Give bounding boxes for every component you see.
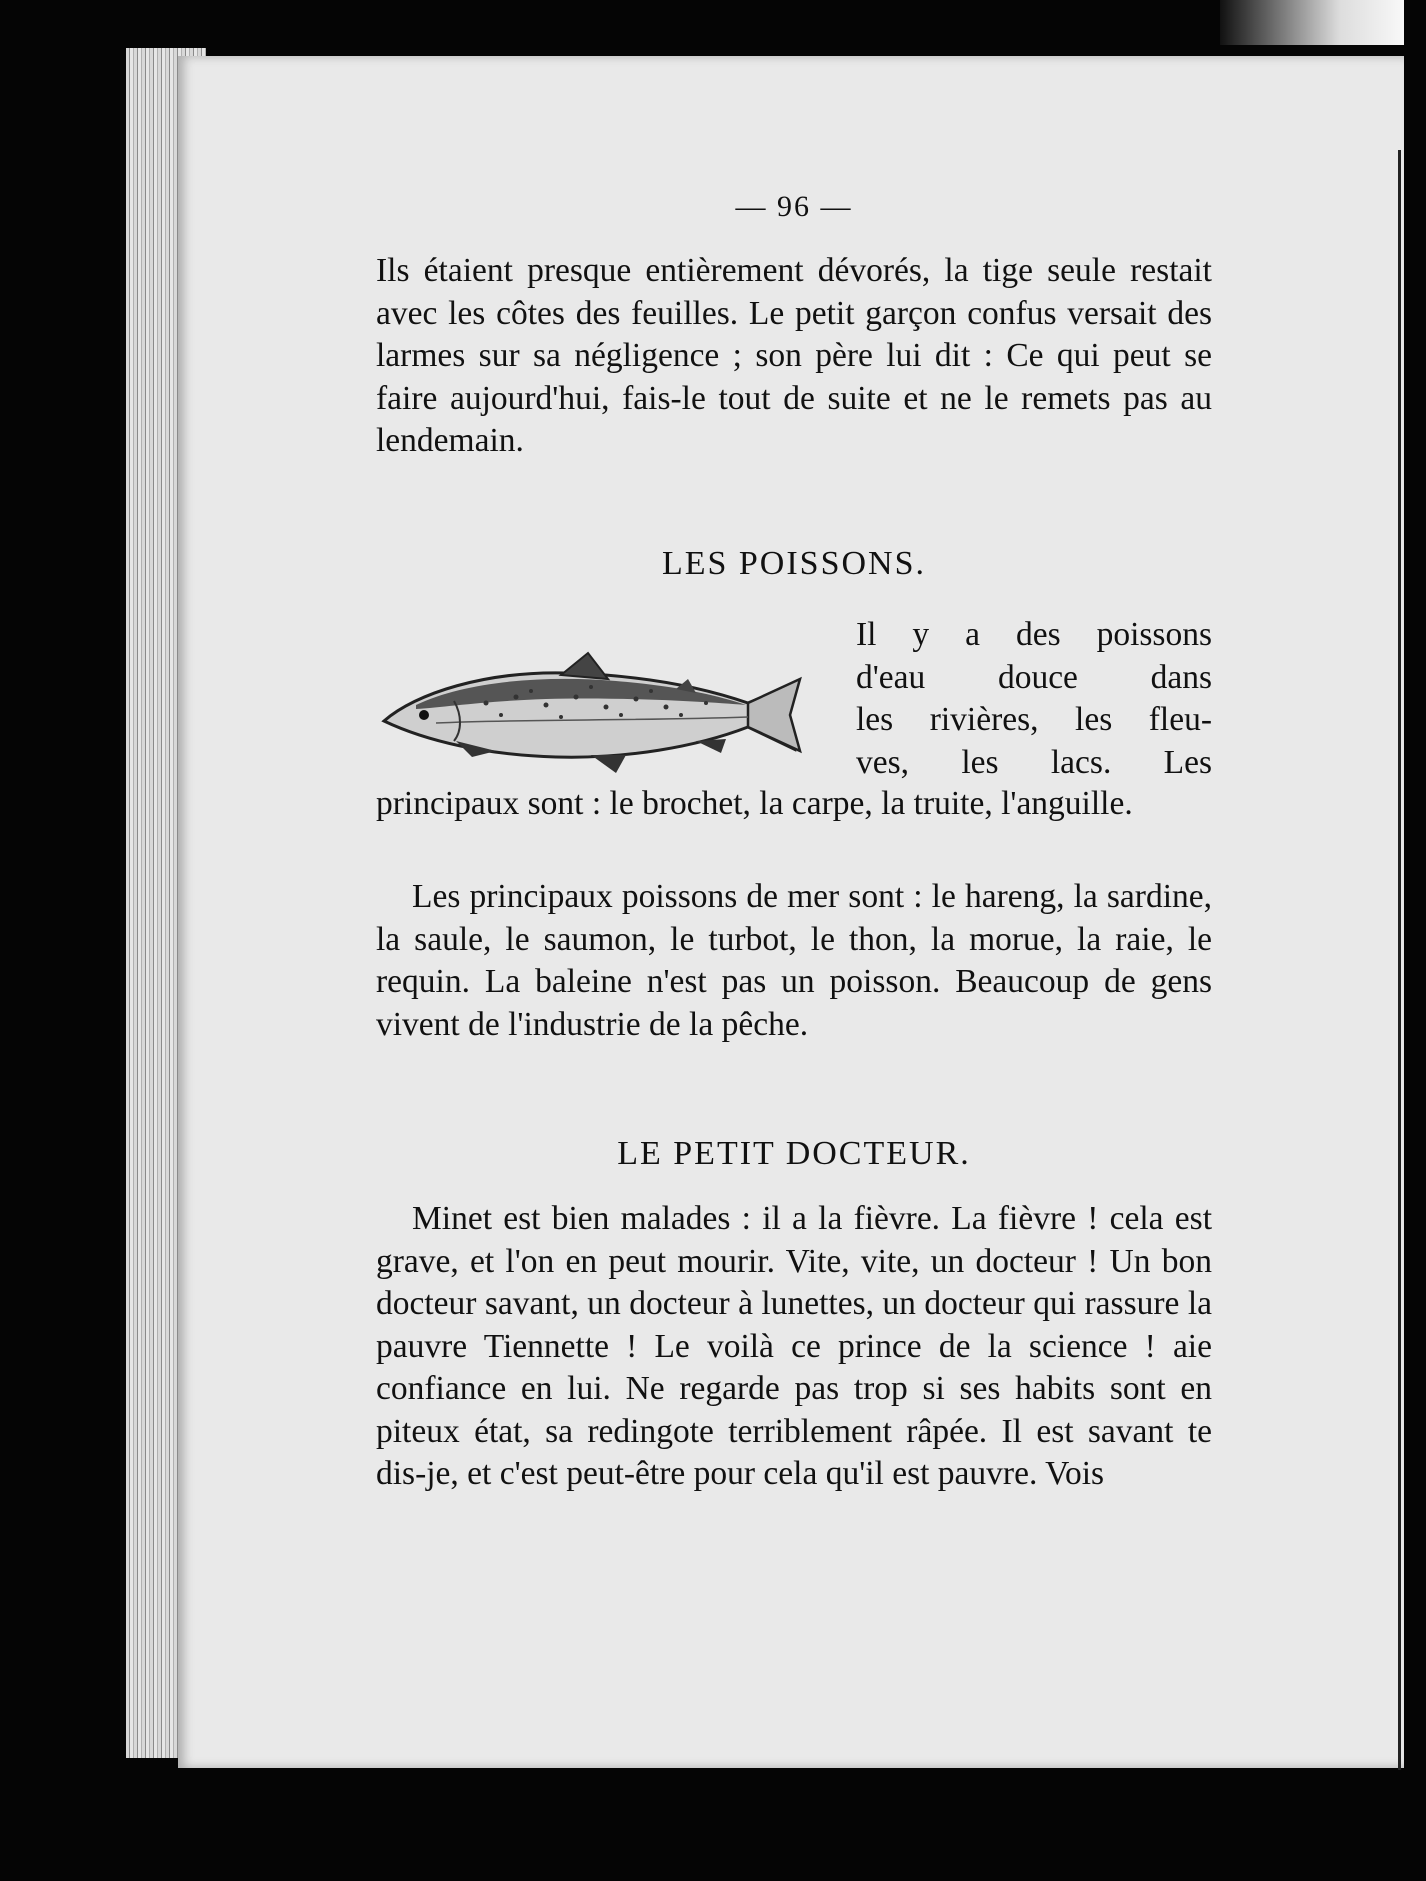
page-binding-line	[1398, 150, 1401, 1770]
intro-paragraph: Ils étaient presque entièrement dévorés, la tige seule restait avec les côtes des feuilles. Le petit garçon confus versait des larmes sur sa négligence ; son père lui dit : Ce qui peut se faire aujourd'hui, fais-le tout de suite et ne le remets pas au lendemain.	[376, 252, 1212, 459]
text-line: les rivières, les fleu-	[856, 701, 1212, 738]
fish-icon	[376, 623, 846, 803]
fish-side-text	[856, 614, 1212, 784]
text-line: d'eau douce dans	[856, 658, 1212, 696]
sea-fish-paragraph: Les principaux poissons de mer sont : le hareng, la sardine, la saule, le saumon, le turbot, le thon, la morue, la raie, le requin. La baleine n'est pas un poisson. Beaucoup de gens vivent de l'industrie de la pêche.	[376, 878, 1212, 1043]
text-line: Il y a des poissons	[856, 616, 1212, 653]
text-line: ves, les lacs. Les	[856, 743, 1212, 781]
scan-background	[1220, 0, 1420, 45]
scan-border	[1404, 0, 1426, 1881]
page-number: — 96 —	[735, 190, 853, 223]
section-title-poissons: LES POISSONS.	[661, 545, 927, 582]
docteur-paragraph: Minet est bien malades : il a la fièvre. La fièvre ! cela est grave, et l'on en peut mourir. Vite, vite, un docteur ! Un bon docteur savant, un docteur à lunettes, un docteur qui rassure la pauvre Tiennette ! Le voilà ce prince de la science ! aie confiance en lui. Ne regarde pas trop si ses habits sont en piteux état, sa redingote terriblement râpée. Il est savant te dis-je, et c'est peut-être pour cela qu'il est pauvre. Vois	[376, 1200, 1212, 1492]
fish-continuation-paragraph: principaux sont : le brochet, la carpe, la truite, l'anguille.	[376, 785, 1133, 822]
section-title-docteur: LE PETIT DOCTEUR.	[617, 1135, 971, 1172]
fish-illustration	[376, 623, 846, 803]
